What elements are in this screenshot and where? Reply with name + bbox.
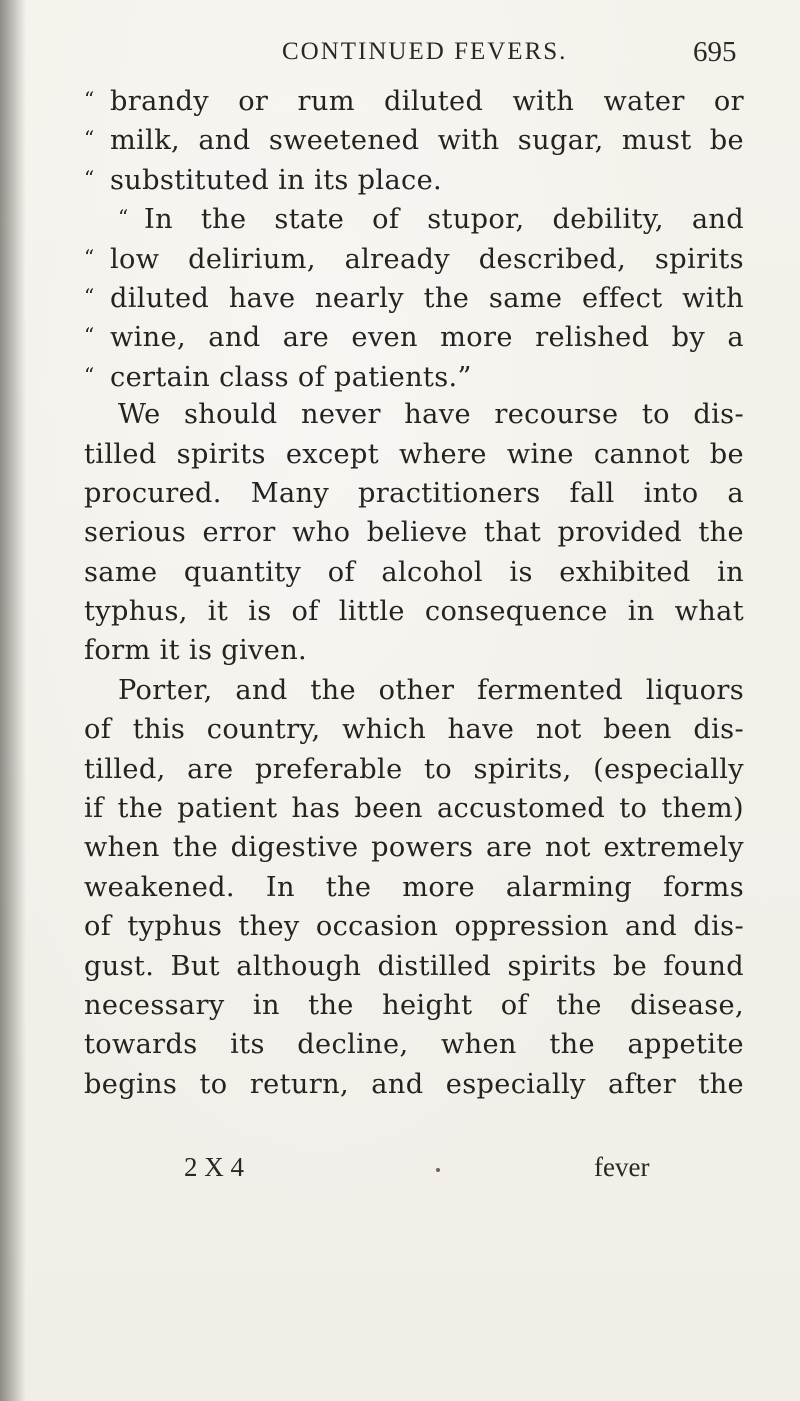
quote-mark: “ bbox=[84, 283, 95, 308]
text-line bbox=[84, 592, 744, 631]
text-line bbox=[84, 710, 744, 749]
text-line bbox=[84, 474, 744, 513]
text-line bbox=[84, 277, 744, 316]
line-text: certain class of patients.” bbox=[110, 361, 472, 393]
line-text: low delirium, already described, spirits bbox=[110, 243, 744, 275]
line-text: begins to return, and especially after the bbox=[84, 1068, 744, 1100]
catchword: fever bbox=[594, 1152, 650, 1182]
line-text: weakened. In the more alarming forms bbox=[84, 871, 744, 903]
line-text: if the patient has been accustomed to them) bbox=[84, 793, 744, 825]
text-line bbox=[84, 159, 744, 198]
running-head: CONTINUED FEVERS. bbox=[282, 38, 568, 65]
quote-mark: “ bbox=[84, 165, 95, 190]
text-line bbox=[84, 356, 744, 395]
line-text: typhus, it is of little consequence in what bbox=[84, 596, 744, 628]
text-line bbox=[84, 1025, 744, 1064]
line-text: when the digestive powers are not extremely bbox=[84, 832, 744, 864]
text-line bbox=[84, 868, 744, 907]
ink-dot bbox=[436, 1168, 440, 1172]
text-line bbox=[84, 750, 744, 789]
text-line bbox=[84, 435, 744, 474]
line-text: We should never have recourse to dis- bbox=[118, 399, 744, 431]
text-line bbox=[84, 238, 744, 277]
line-text: brandy or rum diluted with water or bbox=[110, 86, 744, 117]
text-line bbox=[84, 553, 744, 592]
text-line bbox=[84, 986, 744, 1025]
line-text: same quantity of alcohol is exhibited in bbox=[84, 556, 744, 588]
text-line bbox=[84, 395, 744, 434]
line-text: gust. But although distilled spirits be found bbox=[84, 950, 744, 982]
text-line bbox=[84, 828, 744, 867]
quote-mark: “ bbox=[84, 244, 95, 269]
line-text: Porter, and the other fermented liquors bbox=[118, 674, 744, 706]
line-text: substituted in its place. bbox=[110, 164, 443, 196]
text-line bbox=[84, 631, 744, 670]
page-number: 695 bbox=[693, 36, 737, 68]
line-text: of typhus they occasion oppression and dis- bbox=[84, 911, 744, 943]
line-text: In the state of stupor, debility, and bbox=[144, 204, 744, 236]
line-text: serious error who believe that provided the bbox=[84, 517, 744, 549]
body-text bbox=[84, 80, 744, 1104]
line-text: milk, and sweetened with sugar, must be bbox=[110, 125, 744, 157]
signature-mark: 2 X 4 bbox=[184, 1152, 244, 1182]
text-line bbox=[84, 907, 744, 946]
quote-mark: “ bbox=[84, 323, 95, 348]
quote-mark: “ bbox=[84, 87, 95, 111]
binding-shadow bbox=[0, 0, 26, 1401]
line-text: wine, and are even more relished by a bbox=[110, 322, 744, 354]
text-line bbox=[84, 513, 744, 552]
text-line bbox=[84, 947, 744, 986]
text-line bbox=[84, 789, 744, 828]
text-line bbox=[84, 316, 744, 355]
line-text: diluted have nearly the same effect with bbox=[110, 282, 744, 314]
line-text: procured. Many practitioners fall into a bbox=[84, 477, 744, 509]
quote-mark: “ bbox=[84, 126, 95, 151]
text-line bbox=[84, 671, 744, 710]
line-text: tilled, are preferable to spirits, (especially bbox=[84, 753, 744, 785]
text-line bbox=[84, 80, 744, 119]
text-line bbox=[84, 1065, 744, 1104]
line-text: form it is given. bbox=[84, 635, 308, 667]
line-text: of this country, which have not been dis- bbox=[84, 714, 744, 746]
quote-mark: “ bbox=[84, 362, 95, 387]
quote-mark: “ bbox=[118, 205, 129, 230]
text-line bbox=[84, 119, 744, 158]
line-text: necessary in the height of the disease, bbox=[84, 989, 744, 1021]
line-text: towards its decline, when the appetite bbox=[84, 1029, 744, 1061]
line-text: tilled spirits except where wine cannot be bbox=[84, 438, 744, 470]
text-line bbox=[84, 198, 744, 237]
